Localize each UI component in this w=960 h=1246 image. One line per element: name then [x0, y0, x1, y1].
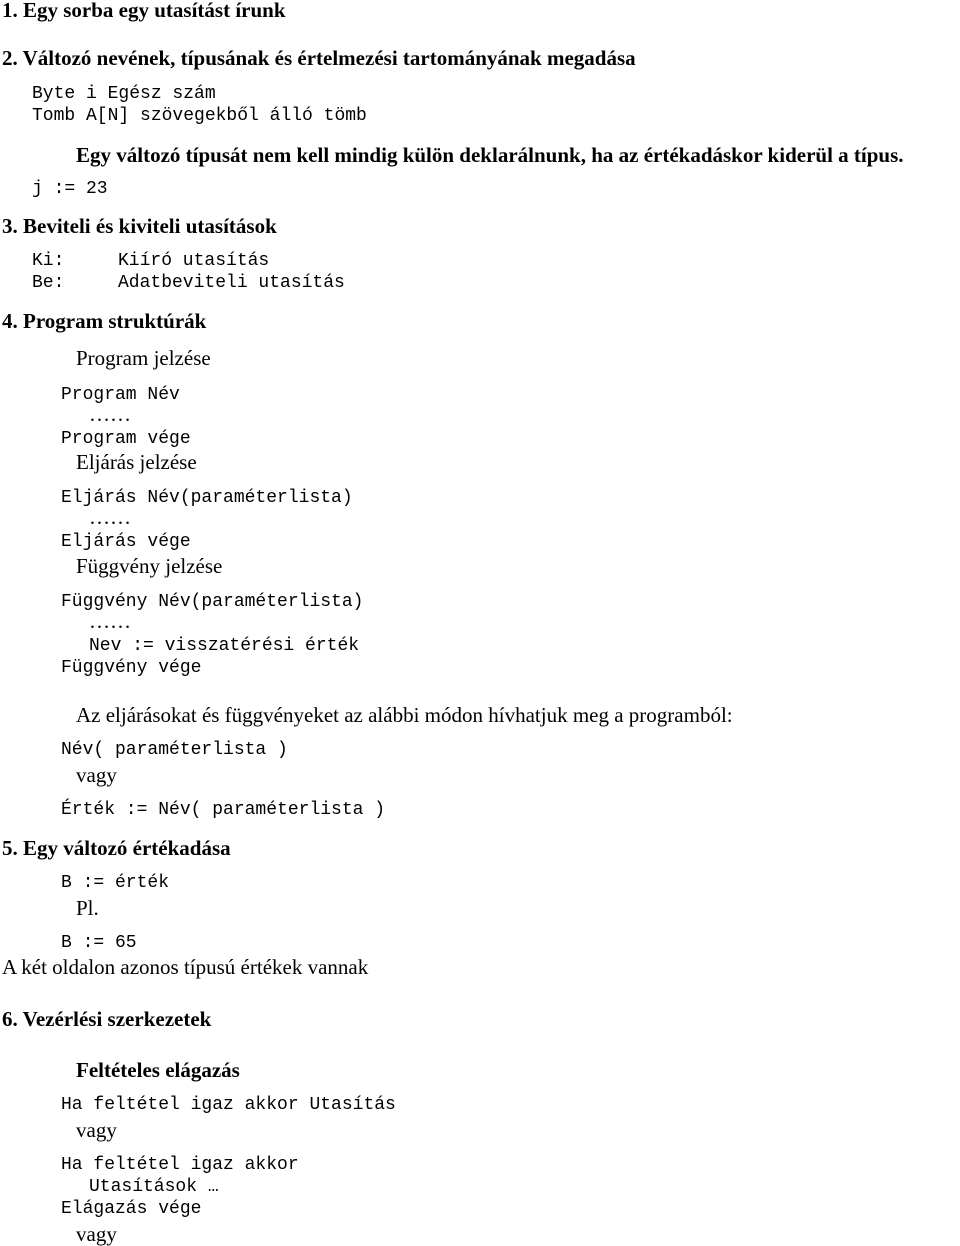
code-line: Függvény vége	[61, 658, 202, 678]
code-line: Név( paraméterlista )	[61, 740, 288, 760]
body-text: A két oldalon azonos típusú értékek vannak	[2, 955, 369, 979]
heading-6: 6. Vezérlési szerkezetek	[2, 1007, 212, 1031]
code-line: Program Név	[61, 385, 180, 405]
code-label: Ki:	[32, 251, 65, 271]
subheading: Eljárás jelzése	[76, 450, 197, 474]
code-line: Ha feltétel igaz akkor Utasítás	[61, 1095, 396, 1115]
ellipsis: ……	[89, 505, 131, 529]
code-line: Kiíró utasítás	[118, 251, 270, 271]
body-text: Pl.	[76, 896, 99, 920]
heading-5: 5. Egy változó értékadása	[2, 836, 231, 860]
code-line: Eljárás vége	[61, 532, 191, 552]
heading-1: 1. Egy sorba egy utasítást írunk	[2, 0, 286, 22]
heading-4: 4. Program struktúrák	[2, 309, 207, 333]
code-line: B := érték	[61, 873, 170, 893]
body-text: vagy	[76, 1222, 117, 1246]
code-line: Függvény Név(paraméterlista)	[61, 592, 364, 612]
code-line: Adatbeviteli utasítás	[118, 273, 345, 293]
heading-2: 2. Változó nevének, típusának és értelmezési tartományának megadása	[2, 46, 636, 70]
heading-3: 3. Beviteli és kiviteli utasítások	[2, 214, 277, 238]
code-line: Elágazás vége	[61, 1199, 202, 1219]
note-text: Egy változó típusát nem kell mindig külön deklarálnunk, ha az értékadáskor kiderül a típus.	[76, 143, 904, 167]
code-label: Be:	[32, 273, 65, 293]
body-text: vagy	[76, 1118, 117, 1142]
code-line: Program vége	[61, 429, 191, 449]
code-line: Ha feltétel igaz akkor	[61, 1155, 299, 1175]
body-text: vagy	[76, 763, 117, 787]
subheading: Függvény jelzése	[76, 554, 223, 578]
code-line: B := 65	[61, 933, 137, 953]
code-line: Tomb A[N] szövegekből álló tömb	[32, 106, 367, 126]
ellipsis: ……	[89, 402, 131, 426]
subheading: Program jelzése	[76, 346, 211, 370]
ellipsis: ……	[89, 609, 131, 633]
code-line: Eljárás Név(paraméterlista)	[61, 488, 353, 508]
body-text: Az eljárásokat és függvényeket az alábbi módon hívhatjuk meg a programból:	[76, 703, 733, 727]
code-line: Érték := Név( paraméterlista )	[61, 800, 386, 820]
code-line: Nev := visszatérési érték	[89, 636, 360, 656]
code-line: Byte i Egész szám	[32, 84, 216, 104]
subheading: Feltételes elágazás	[76, 1058, 240, 1082]
code-line: j := 23	[32, 179, 108, 199]
code-line: Utasítások …	[89, 1177, 219, 1197]
